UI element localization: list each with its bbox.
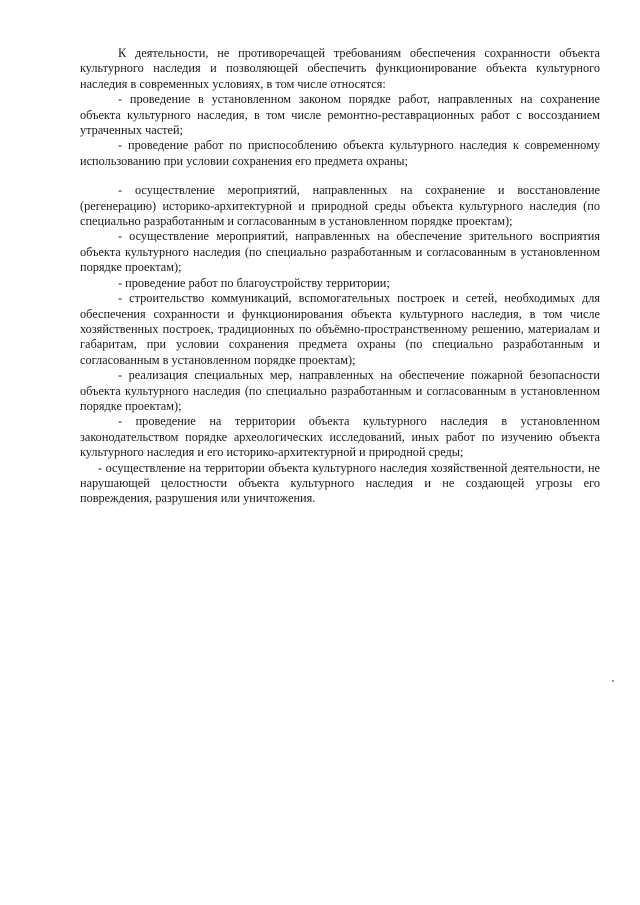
list-item: - осуществление мероприятий, направленных на обеспечение зрительного восприятия объекта культурного наследия (по специально разработанным и согласованным в установленном порядке проектам); <box>80 229 600 275</box>
list-item: - осуществление на территории объекта культурного наследия хозяйственной деятельности, не нарушающей целостности объекта культурного наследия и не создающей угрозы его повреждения, разрушения или уничтожения. <box>80 460 600 506</box>
list-item: - проведение работ по приспособлению объекта культурного наследия к современному использованию при условии сохранения его предмета охраны; <box>80 138 600 168</box>
scan-speck <box>612 680 614 682</box>
list-item: - осуществление мероприятий, направленных на сохранение и восстановление (регенерацию) историко-архитектурной и природной среды объекта культурного наследия (по специально разработанным и согласованным в установленном порядке проектам); <box>80 183 600 229</box>
list-item: - проведение на территории объекта культурного наследия в установленном законодательством порядке археологических исследований, иных работ по изучению объекта культурного наследия и его историко-архитектурной и природной среды; <box>80 414 600 460</box>
list-item: - реализация специальных мер, направленных на обеспечение пожарной безопасности объекта культурного наследия (по специально разработанным и согласованным в установленном порядке проектам); <box>80 368 600 413</box>
list-item: - проведение работ по благоустройству территории; <box>118 275 390 290</box>
document-page <box>80 46 600 507</box>
list-item: - проведение в установленном законом порядке работ, направленных на сохранение объекта культурного наследия, в том числе ремонтно-реставрационных работ с воссозданием утраченных частей; <box>80 92 600 138</box>
list-item: - строительство коммуникаций, вспомогательных построек и сетей, необходимых для обеспечения сохранности и функционирования объекта культурного наследия, в том числе хозяйственных построек, традиционных по объёмно-пространственному решению, материалам и габаритам, при условии сохранения предмета охраны (по специально разработанным и согласованным в установленном порядке проектам); <box>80 291 600 367</box>
intro-paragraph: К деятельности, не противоречащей требованиям обеспечения сохранности объекта культурного наследия и позволяющей обеспечить функционирование объекта культурного наследия в современных условиях, в том числе относятся: <box>80 46 600 91</box>
